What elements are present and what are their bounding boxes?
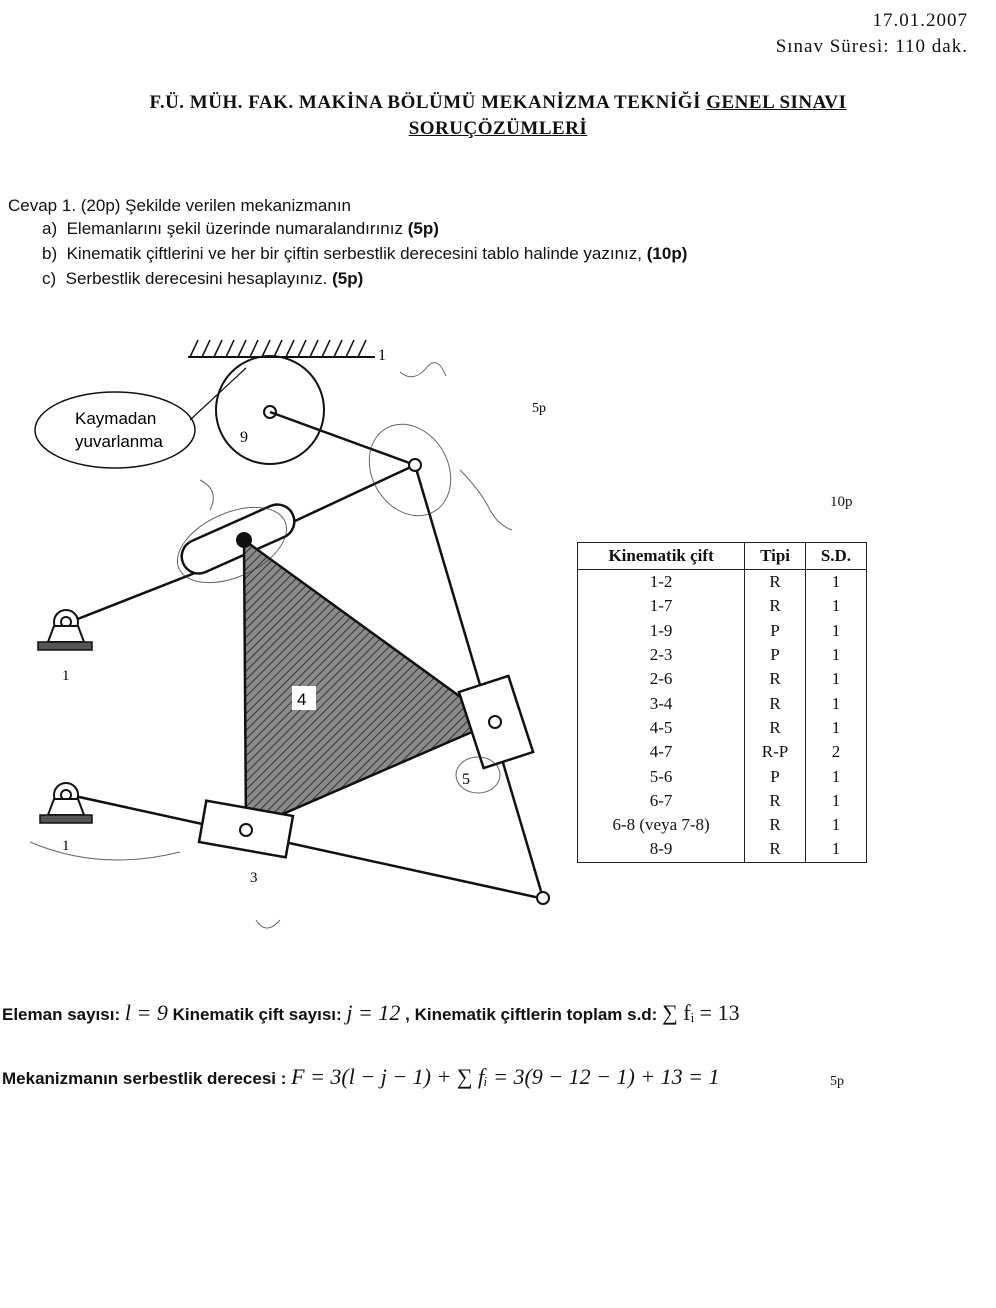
dof-cell: 1 [805, 716, 866, 740]
question-intro [8, 196, 351, 216]
item-text: Kinematik çiftlerini ve her bir çiftin serbestlik derecesini tablo halinde yazınız, [66, 244, 643, 263]
dof-cell: 1 [805, 789, 866, 813]
pair-cell: 4-5 [578, 716, 745, 740]
dof-cell: 1 [805, 619, 866, 643]
question-item-c [42, 269, 363, 289]
table-row [578, 789, 867, 813]
title-underlined: GENEL SINAVI [706, 92, 847, 113]
item-letter: a) [42, 219, 58, 238]
callout-line2: yuvarlanma [75, 432, 163, 451]
slider-label: 5 [462, 771, 470, 788]
wheel-label: 9 [240, 429, 248, 446]
type-cell: R-P [745, 740, 806, 764]
dof-cell: 1 [805, 691, 866, 715]
callout-ellipse [35, 392, 195, 468]
dof-cell: 1 [805, 837, 866, 862]
table-row [578, 813, 867, 837]
toplam-label: , Kinematik çiftlerin toplam s.d: [405, 1005, 658, 1024]
table-row [578, 764, 867, 788]
slot-pin-joint [236, 532, 252, 548]
type-cell: R [745, 570, 806, 595]
callout-leader [190, 368, 246, 420]
item-letter: c) [42, 269, 57, 288]
type-cell: R [745, 813, 806, 837]
dof-cell: 1 [805, 764, 866, 788]
eleman-value: l = 9 [124, 1000, 168, 1025]
dof-cell: 1 [805, 813, 866, 837]
top-ground [188, 340, 375, 357]
dof-cell: 1 [805, 667, 866, 691]
cift-value: j = 12 [346, 1000, 401, 1025]
pair-cell: 6-7 [578, 789, 745, 813]
dof-cell: 1 [805, 570, 866, 595]
item-points: (5p) [407, 219, 439, 238]
ground-label: 1 [378, 347, 386, 364]
table-row [578, 716, 867, 740]
type-cell: R [745, 691, 806, 715]
dof-cell: 1 [805, 594, 866, 618]
type-cell: R [745, 594, 806, 618]
question-item-a [42, 219, 439, 239]
eleman-label: Eleman sayısı: [2, 1005, 121, 1024]
table-row [578, 837, 867, 862]
link3-label: 3 [250, 870, 258, 886]
kinematic-pairs-table [577, 542, 867, 863]
sd-formula: F = 3(l − j − 1) + ∑ fᵢ = 3(9 − 12 − 1) + 13 = 1 [291, 1064, 720, 1089]
ground-label-lower: 1 [62, 838, 70, 854]
page-title [0, 92, 996, 114]
question-item-b [42, 244, 687, 264]
score-5p: 5p [532, 401, 546, 416]
element-count-line [2, 1000, 740, 1026]
type-cell: P [745, 764, 806, 788]
dof-line [2, 1064, 720, 1090]
item-points: (5p) [332, 269, 364, 288]
sd-points: 5p [830, 1074, 844, 1089]
ground-support-lower [40, 783, 92, 823]
question-intro-text: Cevap 1. (20p) Şekilde verilen mekanizmanın [8, 196, 352, 215]
pair-cell: 1-7 [578, 594, 745, 618]
dof-cell: 2 [805, 740, 866, 764]
type-cell: P [745, 619, 806, 643]
toplam-value: ∑ fᵢ = 13 [662, 1000, 740, 1025]
dof-cell: 1 [805, 643, 866, 667]
type-cell: R [745, 837, 806, 862]
pair-cell: 1-9 [578, 619, 745, 643]
table-row [578, 691, 867, 715]
table-row [578, 643, 867, 667]
column-header: Kinematik çift [578, 543, 745, 570]
cift-label: Kinematik çift sayısı: [172, 1005, 342, 1024]
exam-date: 17.01.2007 [872, 10, 968, 31]
type-cell: P [745, 643, 806, 667]
type-cell: R [745, 667, 806, 691]
exam-duration: Sınav Süresi: 110 dak. [775, 36, 968, 57]
pair-cell: 8-9 [578, 837, 745, 862]
item-letter: b) [42, 244, 58, 263]
column-header: S.D. [805, 543, 866, 570]
table-row [578, 594, 867, 618]
table-header-row [578, 543, 867, 570]
mechanism-diagram [0, 300, 580, 960]
item-text: Serbestlik derecesini hesaplayınız. [65, 269, 328, 288]
score-10p: 10p [830, 494, 853, 510]
table-row [578, 570, 867, 595]
pair-cell: 3-4 [578, 691, 745, 715]
triangle-link [244, 540, 495, 830]
ground-label-upper: 1 [62, 668, 70, 684]
pair-cell: 5-6 [578, 764, 745, 788]
pair-cell: 2-6 [578, 667, 745, 691]
pair-cell: 6-8 (veya 7-8) [578, 813, 745, 837]
table-row [578, 619, 867, 643]
triangle-label: 4 [297, 690, 307, 709]
callout-line1: Kaymadan [75, 409, 157, 428]
item-text: Elemanlarını şekil üzerinde numaralandırınız [66, 219, 403, 238]
type-cell: R [745, 716, 806, 740]
table-row [578, 667, 867, 691]
title-prefix: F.Ü. MÜH. FAK. MAKİNA BÖLÜMÜ MEKANİZMA TEKNİĞİ [149, 92, 701, 113]
pair-cell: 1-2 [578, 570, 745, 595]
column-header: Tipi [745, 543, 806, 570]
pair-cell: 4-7 [578, 740, 745, 764]
table-row [578, 740, 867, 764]
sd-label: Mekanizmanın serbestlik derecesi : [2, 1069, 287, 1088]
type-cell: R [745, 789, 806, 813]
page-subtitle: SORUÇÖZÜMLERİ [408, 118, 588, 139]
pair-cell: 2-3 [578, 643, 745, 667]
item-points: (10p) [646, 244, 688, 263]
